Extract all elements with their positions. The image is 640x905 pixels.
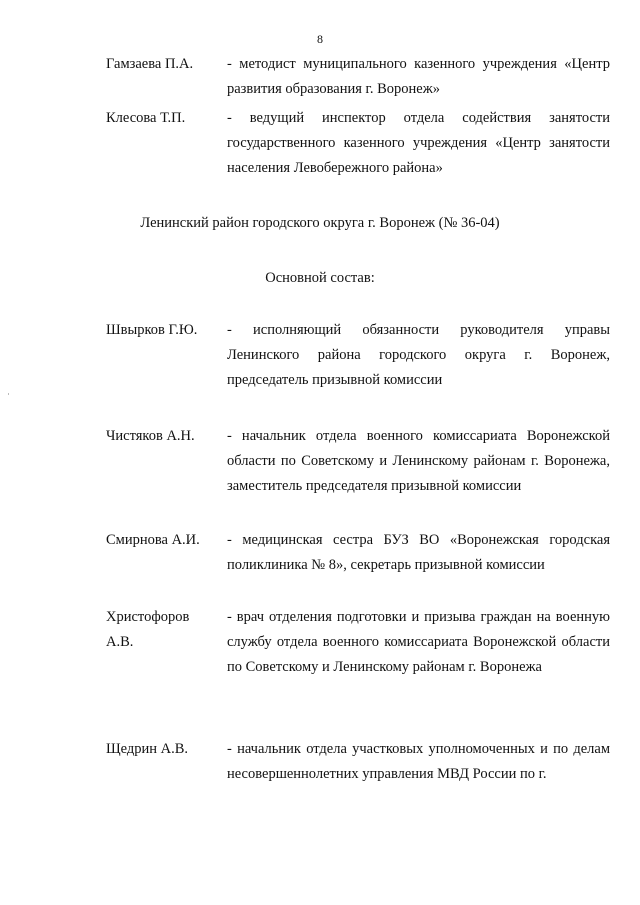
member-entry-chistyakov (106, 424, 610, 499)
member-name: Смирнова А.И. (106, 532, 200, 548)
member-description: - медицинская сестра БУЗ ВО «Воронежская городская поликлиника № 8», секретарь призывной комиссии (227, 532, 610, 573)
page-number: 8 (317, 32, 323, 46)
member-entry-klesova (106, 106, 610, 181)
member-entry-smirnova (106, 528, 610, 578)
member-name: Христофоров А.В. (106, 609, 190, 650)
member-name: Швырков Г.Ю. (106, 322, 198, 338)
member-entry-shchedrin (106, 737, 610, 787)
member-name: Щедрин А.В. (106, 741, 189, 757)
member-entry-khristoforov (106, 605, 610, 680)
member-name: Чистяков А.Н. (106, 428, 195, 444)
member-entry-shvyrkov (106, 318, 610, 393)
member-description: - исполняющий обязанности руководителя управы Ленинского района городского округа г. Воронеж, председатель призывной комиссии (227, 322, 610, 388)
member-description: - методист муниципального казенного учреждения «Центр развития образования г. Воронеж» (227, 56, 610, 97)
member-name: Клесова Т.П. (106, 110, 186, 126)
member-description: - врач отделения подготовки и призыва граждан на военную службу отдела военного комиссариата Воронежской области по Советскому и Ленинскому районам г. Воронежа (227, 609, 610, 675)
margin-mark (8, 393, 9, 395)
member-name: Гамзаева П.А. (106, 56, 194, 72)
member-description: - ведущий инспектор отдела содействия занятости государственного казенного учреждения «Центр занятости населения Левобережного района» (227, 110, 610, 176)
member-description: - начальник отдела военного комиссариата Воронежской области по Советскому и Ленинскому районам г. Воронежа, заместитель председателя призывной комиссии (227, 428, 610, 494)
subsection-title: Основной состав: (265, 270, 375, 286)
section-title: Ленинский район городского округа г. Воронеж (№ 36-04) (140, 215, 500, 231)
member-entry-gamzaeva (106, 52, 610, 102)
member-description: - начальник отдела участковых уполномоченных и по делам несовершеннолетних управления МВД России по г. (227, 741, 610, 782)
